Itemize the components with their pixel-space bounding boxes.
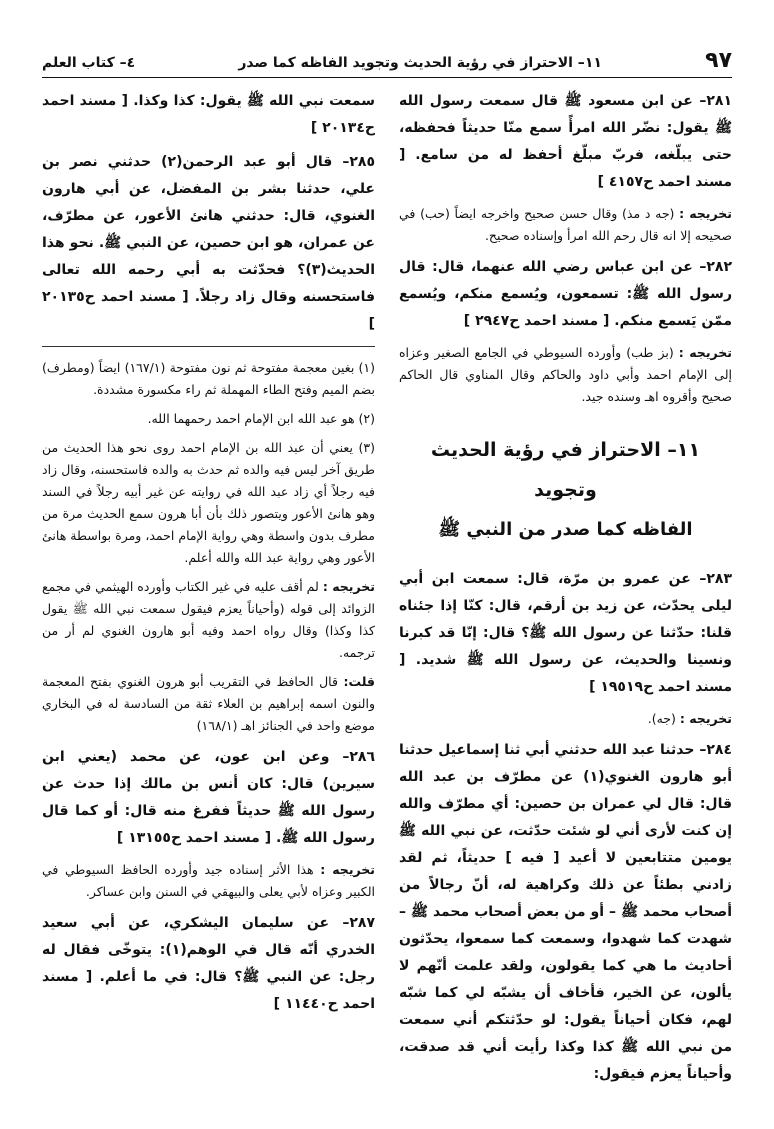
takhrij-label: تخريجه :: [322, 579, 375, 594]
chapter-heading-line-2: الفاظه كما صدر من النبي ﷺ: [438, 519, 693, 540]
chapter-running-title: ١١– الاحتراز في رؤية الحديث وتجويد الفاظه كما صدر: [238, 55, 602, 71]
hadith-287: ٢٨٧– عن سليمان اليشكري، عن أبي سعيد الخدري أنّه قال في الوهم(١): يتوخّى فقال له رجل: عن النبي ﷺ؟ قال: في ما أعلم. [ مسند احمد ح١١٤٤٠ ]: [42, 915, 375, 1012]
takhrij-text: لم أقف عليه في غير الكتاب وأورده الهيثمي في مجمع الزوائد إلى قوله (وأحياناً يعزم فيقول سمعت نبي الله ﷺ يقول كذا وكذا) وقال رواه احمد وفيه أبو هارون الغنوي لم أر من ترجمه.: [42, 579, 375, 660]
qult-note: [42, 671, 375, 737]
takhrij-label: تخريجه :: [679, 711, 732, 726]
columns: [42, 88, 732, 1095]
hadith-282: ٢٨٢– عن ابن عباس رضي الله عنهما، قال: قال رسول الله ﷺ: تسمعون، ويُسمع منكم، ويُسمع ممّن يَسمع منكم. [ مسند احمد ح٢٩٤٧ ]: [399, 259, 732, 329]
hadith-284-continued: سمعت نبي الله ﷺ يقول: كذا وكذا. [ مسند احمد ح٢٠١٣٤ ]: [42, 93, 375, 136]
hadith-286: ٢٨٦– وعن ابن عون، عن محمد (يعني ابن سيرين) قال: كان أنس بن مالك إذا حدث عن رسول الله ﷺ حديثاً ففرغ منه قال: أو كما قال رسول الله ﷺ. [ مسند احمد ح١٣١٥٥ ]: [42, 749, 375, 846]
footnote-3: (٣) يعني أن عبد الله بن الإمام احمد روى نحو هذا الحديث من طريق آخر ليس فيه والده ثم حدث به والده فاستحسنه، وقال زاد فيه رجلاً أي زاد عبد الله في روايته عن غير أبيه رجلاً في السند وهو هانئ الأعور ويتصور ذلك بأن أبا هرون سمع الحديث مرة من مطرف بدون واسطة وهي رواية الإمام احمد، ومرة بواسطة هانئ الأعور وهي رواية عبد الله والله أعلم.: [42, 440, 375, 565]
right-column: [399, 88, 732, 1095]
footnote-divider: [42, 346, 375, 347]
takhrij-285: [42, 576, 375, 664]
takhrij-281: [399, 203, 732, 247]
chapter-heading: [399, 430, 732, 550]
takhrij-text: (جه د مذ) وقال حسن صحيح واخرجه ايضاً (حب) في صحيحه إلا انه قال رحم الله امرأ وإسناده صحيح.: [399, 206, 732, 243]
hadith-283: ٢٨٣– عن عمرو بن مرّة، قال: سمعت ابن أبي ليلى يحدّث، عن زيد بن أرقم، قال: كنّا إذا جئناه قلنا: حدّثنا عن رسول الله ﷺ؟ قال: إنّا قد كبرنا ونسينا والحديث، عن رسول الله ﷺ شديد. [ مسند احمد ح١٩٥١٩ ]: [399, 571, 732, 695]
hadith-284: ٢٨٤– حدثنا عبد الله حدثني أبي ثنا إسماعيل حدثنا أبو هارون الغنوي(١) عن مطرّف بن عبد الله قال: قال لي عمران بن حصين: أي مطرّف والله إن كنت لأرى أني لو شئت حدّثت، عن نبي الله ﷺ يومين متتابعين لا أعيد [ فيه ] حديثاً، ثم لقد زادني بطئاً عن ذلك وكراهية له، أنّ رجالاً من أصحاب محمد ﷺ – أو من بعض أصحاب محمد ﷺ – شهدت كما شهدوا، وسمعت كما سمعوا، يحدّثون أحاديث ما هي كما يقولون، ولقد علمت أنّهم لا يألون، عن الخير، فأخاف أن يشبّه لي كما شبّه لهم، فكان أحياناً يقول: لو حدّثتكم أني سمعت من نبي الله ﷺ كذا وكذا رأيت أني قد صدقت، وأحياناً يعزم فيقول:: [399, 742, 732, 1082]
left-column: [42, 88, 375, 1095]
takhrij-text: هذا الأثر إسناده جيد وأورده الحافظ السيوطي في الكبير وعزاه لأبي يعلى والبيهقي في السنن وابن عساكر.: [42, 862, 375, 899]
page-number: ٩٧: [705, 48, 732, 73]
takhrij-text: (جه).: [647, 711, 676, 726]
hadith-281: ٢٨١– عن ابن مسعود ﷺ قال سمعت رسول الله ﷺ يقول: نضّر الله امرأً سمع منّا حديثاً فحفظه، حتى يبلّغه، فربّ مبلّغ أحفظ له من سامع. [ مسند احمد ح٤١٥٧ ]: [399, 93, 732, 190]
takhrij-282: [399, 342, 732, 408]
footnote-2: (٢) هو عبد الله ابن الإمام احمد رحمهما الله.: [147, 411, 375, 426]
running-header: [42, 48, 732, 78]
chapter-heading-line-1: ١١– الاحتراز في رؤية الحديث وتجويد: [430, 439, 701, 501]
takhrij-283: [399, 708, 732, 730]
takhrij-label: تخريجه :: [679, 206, 732, 221]
qult-text: قال الحافظ في التقريب أبو هرون الغنوي بفتح المعجمة والنون اسمه إبراهيم بن العلاء ثقة من السادسة له في البخاري موضع واحد في الجنائز اهـ (١٦٨/١): [42, 674, 375, 733]
hadith-285: ٢٨٥– قال أبو عبد الرحمن(٢) حدثني نصر بن علي، حدثنا بشر بن المفضل، عن أبي هارون الغنوي، قال: حدثني هانئ الأعور، عن مطرّف، عن عمران، هو ابن حصين، عن النبي ﷺ. نحو هذا الحديث(٣)؟ فحدّثت به أبي رحمه الله تعالى فاستحسنه وقال زاد رجلاً. [ مسند احمد ح٢٠١٣٥ ]: [42, 154, 375, 332]
footnote-1: (١) بغين معجمة مفتوحة ثم نون مفتوحة (١٦٧/١) ايضاً (ومطرف) بضم الميم وفتح الطاء المهملة ثم راء مكسورة مشددة.: [42, 360, 375, 397]
takhrij-label: تخريجه :: [320, 862, 375, 877]
takhrij-286: [42, 859, 375, 903]
book-title: ٤– كتاب العلم: [42, 55, 136, 71]
qult-label: قلت:: [343, 674, 375, 689]
takhrij-text: (بز طب) وأورده السيوطي في الجامع الصغير وعزاه إلى الإمام احمد وأبي داود والحاكم وقال المناوي قال الحاكم صحيح وأقروه اهـ وسنده جيد.: [399, 345, 732, 404]
takhrij-label: تخريجه :: [678, 345, 732, 360]
